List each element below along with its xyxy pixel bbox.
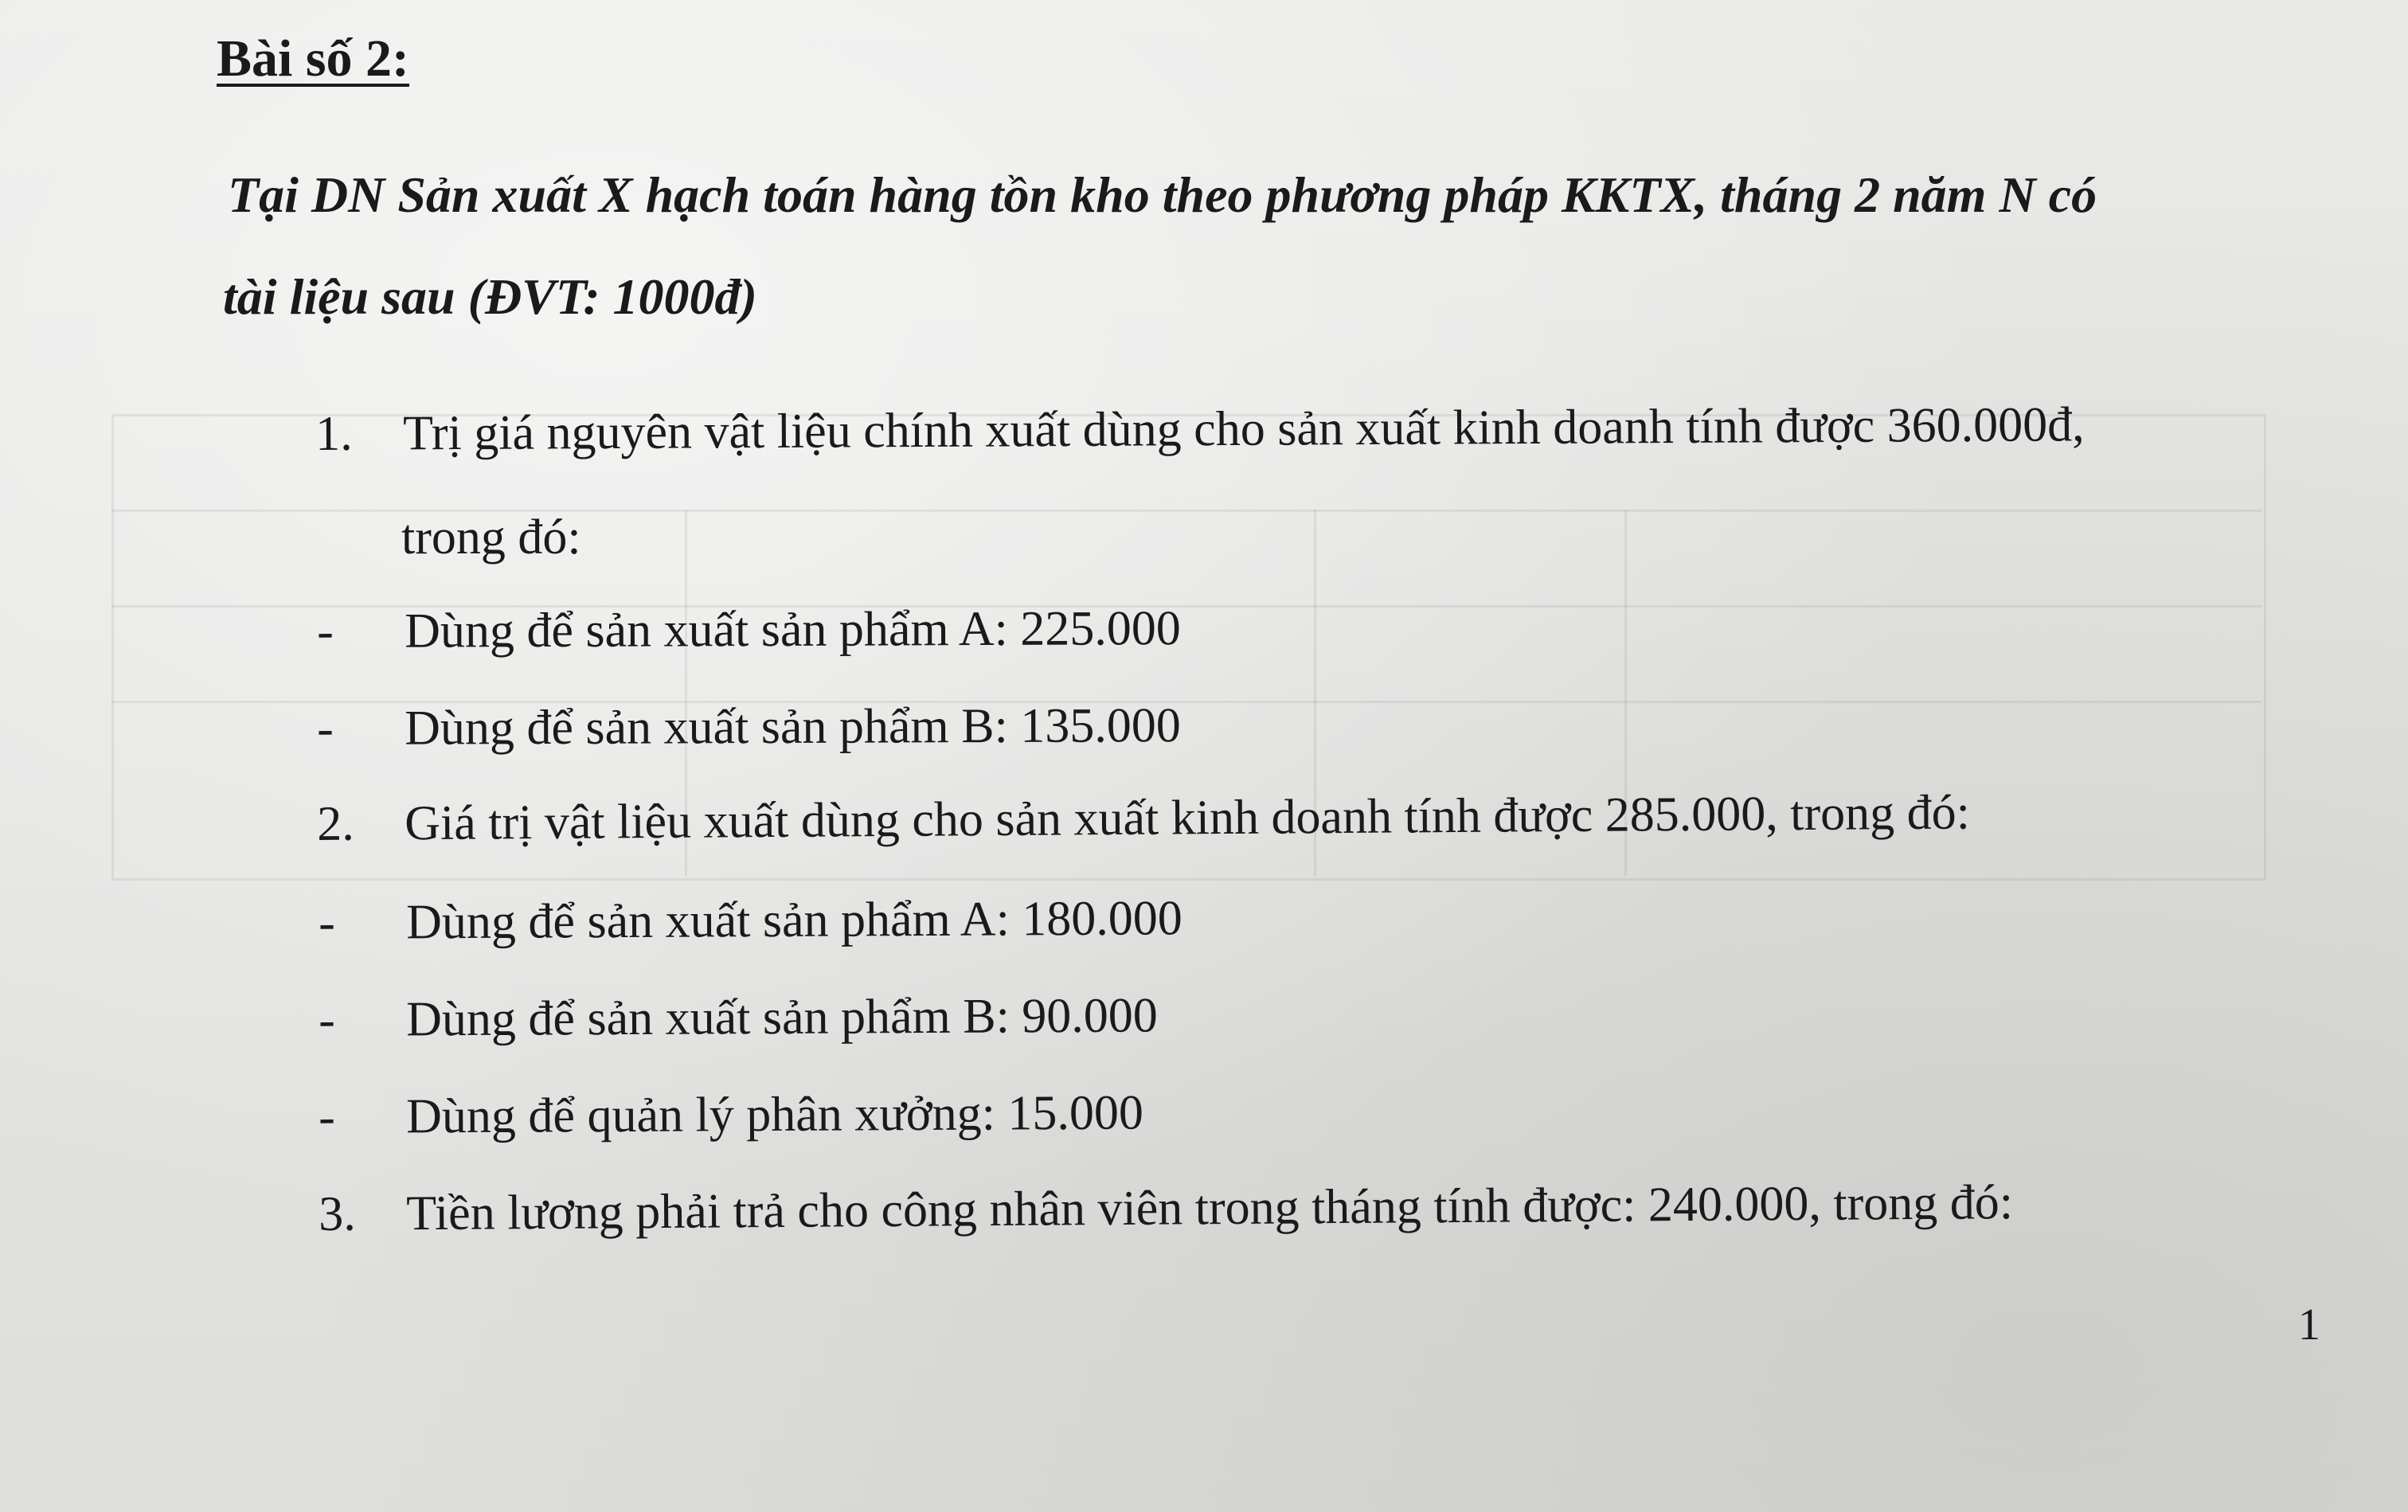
sub-item-text: Dùng để sản xuất sản phẩm A: 180.000 — [406, 891, 1183, 950]
item-text: Tiền lương phải trả cho công nhân viên trong tháng tính được: 240.000, trong đó: — [406, 1175, 2014, 1241]
item-text: Trị giá nguyên vật liệu chính xuất dùng cho sản xuất kinh doanh tính được 360.000đ, — [403, 397, 2085, 461]
sub-item-text: Dùng để sản xuất sản phẩm B: 135.000 — [405, 698, 1181, 756]
item-text: Giá trị vật liệu xuất dùng cho sản xuất kinh doanh tính được 285.000, trong đó: — [405, 785, 1971, 851]
item-number: 3. — [319, 1186, 356, 1241]
exercise-title: Bài số 2: — [217, 29, 410, 88]
item-1-continuation: trong đó: — [401, 510, 581, 565]
intro-line-1: Tại DN Sản xuất X hạch toán hàng tồn kho theo phương pháp KKTX, tháng 2 năm N có — [228, 166, 2097, 223]
sub-item-text: Dùng để sản xuất sản phẩm B: 90.000 — [406, 988, 1159, 1047]
page-number: 1 — [2298, 1300, 2320, 1350]
dash-marker: - — [317, 701, 334, 756]
intro-line-2: tài liệu sau (ĐVT: 1000đ) — [223, 268, 757, 325]
dash-marker: - — [319, 895, 336, 950]
item-number: 1. — [315, 406, 353, 461]
dash-marker: - — [319, 992, 336, 1047]
dash-marker: - — [317, 604, 334, 658]
sub-item-text: Dùng để quản lý phân xưởng: 15.000 — [406, 1085, 1144, 1144]
dash-marker: - — [319, 1089, 336, 1144]
sub-item-text: Dùng để sản xuất sản phẩm A: 225.000 — [405, 601, 1181, 658]
item-number: 2. — [317, 796, 354, 851]
